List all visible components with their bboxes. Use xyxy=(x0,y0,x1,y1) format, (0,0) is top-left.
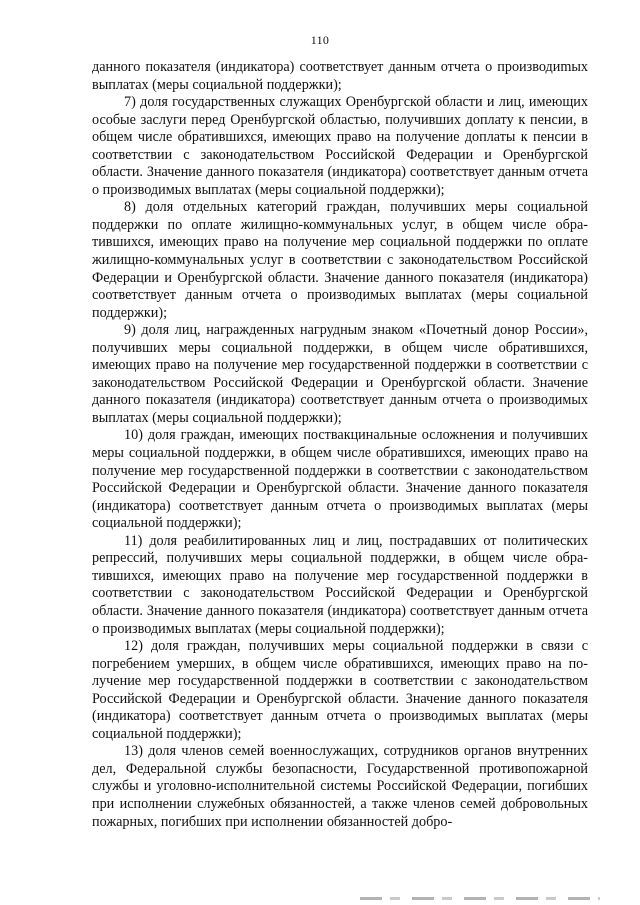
paragraph-item-7: 7) доля государственных служащих Оренбургской области и лиц, имеющих особые заслуги перед Оренбургской областью, получивших доплату к пенсии, в общем числе обратившихся, имеющих право на получение доплаты к пенсии в соответствии с законодательством Российской Федерации и Оренбургской области. Значение данного показателя (индикатора) соответствует данным отчета о производимых выплатах (меры социальной поддержки); xyxy=(92,94,588,198)
document-body xyxy=(92,59,588,831)
paragraph-item-10: 10) доля граждан, имеющих поствакцинальные осложнения и получивших меры социальной поддержки, в общем числе обратившихся, имеющих право на получение мер государственной поддержки в соответствии с законодательством Российской Федерации и Оренбургской области. Значение данного показателя (индикатора) соответствует данным отчета о производимых выплатах (меры социальной поддержки); xyxy=(92,427,588,532)
paragraph-item-11: 11) доля реабилитированных лиц и лиц, пострадавших от политических репрессий, получивших меры социальной поддержки, в общем числе обратившихся, имеющих право на получение мер государственной поддержки в соответствии с законодательством Российской Федерации и Оренбургской области. Значение данного показателя (индикатора) соответствует данным отчета о производимых выплатах (меры социальной поддержки); xyxy=(92,532,588,637)
paragraph-item-12: 12) доля граждан, получивших меры социальной поддержки в связи с погребением умерших, в общем числе обратившихся, имеющих право на получение мер государственной поддержки в соответствии с законодательством Российской Федерации и Оренбургской области. Значение данного показателя (индикатора) соответствует данным отчета о производимых выплатах (меры социальной поддержки); xyxy=(92,638,588,742)
paragraph-item-13: 13) доля членов семей военнослужащих, сотрудников органов внутренних дел, Федеральной службы безопасности, Государственной противопожарной службы и уголовно-исполнительной системы Российской Федерации, погибших при исполнении служебных обязанностей, а также членов семей добровольных пожарных, погибших при исполнении обязанностей добро- xyxy=(92,743,588,830)
paragraph-continuation: данного показателя (индикатора) соответствует данным отчета о производиmых выплатах (меры социальной поддержки); xyxy=(92,59,588,93)
scan-edge-artifact xyxy=(360,897,600,900)
paragraph-item-9: 9) доля лиц, награжденных нагрудным знаком «Почетный донор России», получивших меры социальной поддержки, в общем числе обратившихся, имеющих право на получение мер государственной поддержки в соответствии с законодательством Российской Федерации и Оренбургской области. Значение данного показателя (индикатора) соответствует данным отчета о производимых выплатах (меры социальной поддержки); xyxy=(92,322,588,426)
paragraph-item-8: 8) доля отдельных категорий граждан, получивших меры социальной поддержки по оплате жилищно-коммунальных услуг, в общем числе обратившихся, имеющих право на получение мер социальной поддержки по оплате жилищно-коммунальных услуг в соответствии с законодательством Российской Федерации и Оренбургской области. Значение данного показателя (индикатора) соответствует данным отчета о производимых выплатах (меры социальной поддержки); xyxy=(92,199,588,321)
page-number: 110 xyxy=(310,33,330,47)
